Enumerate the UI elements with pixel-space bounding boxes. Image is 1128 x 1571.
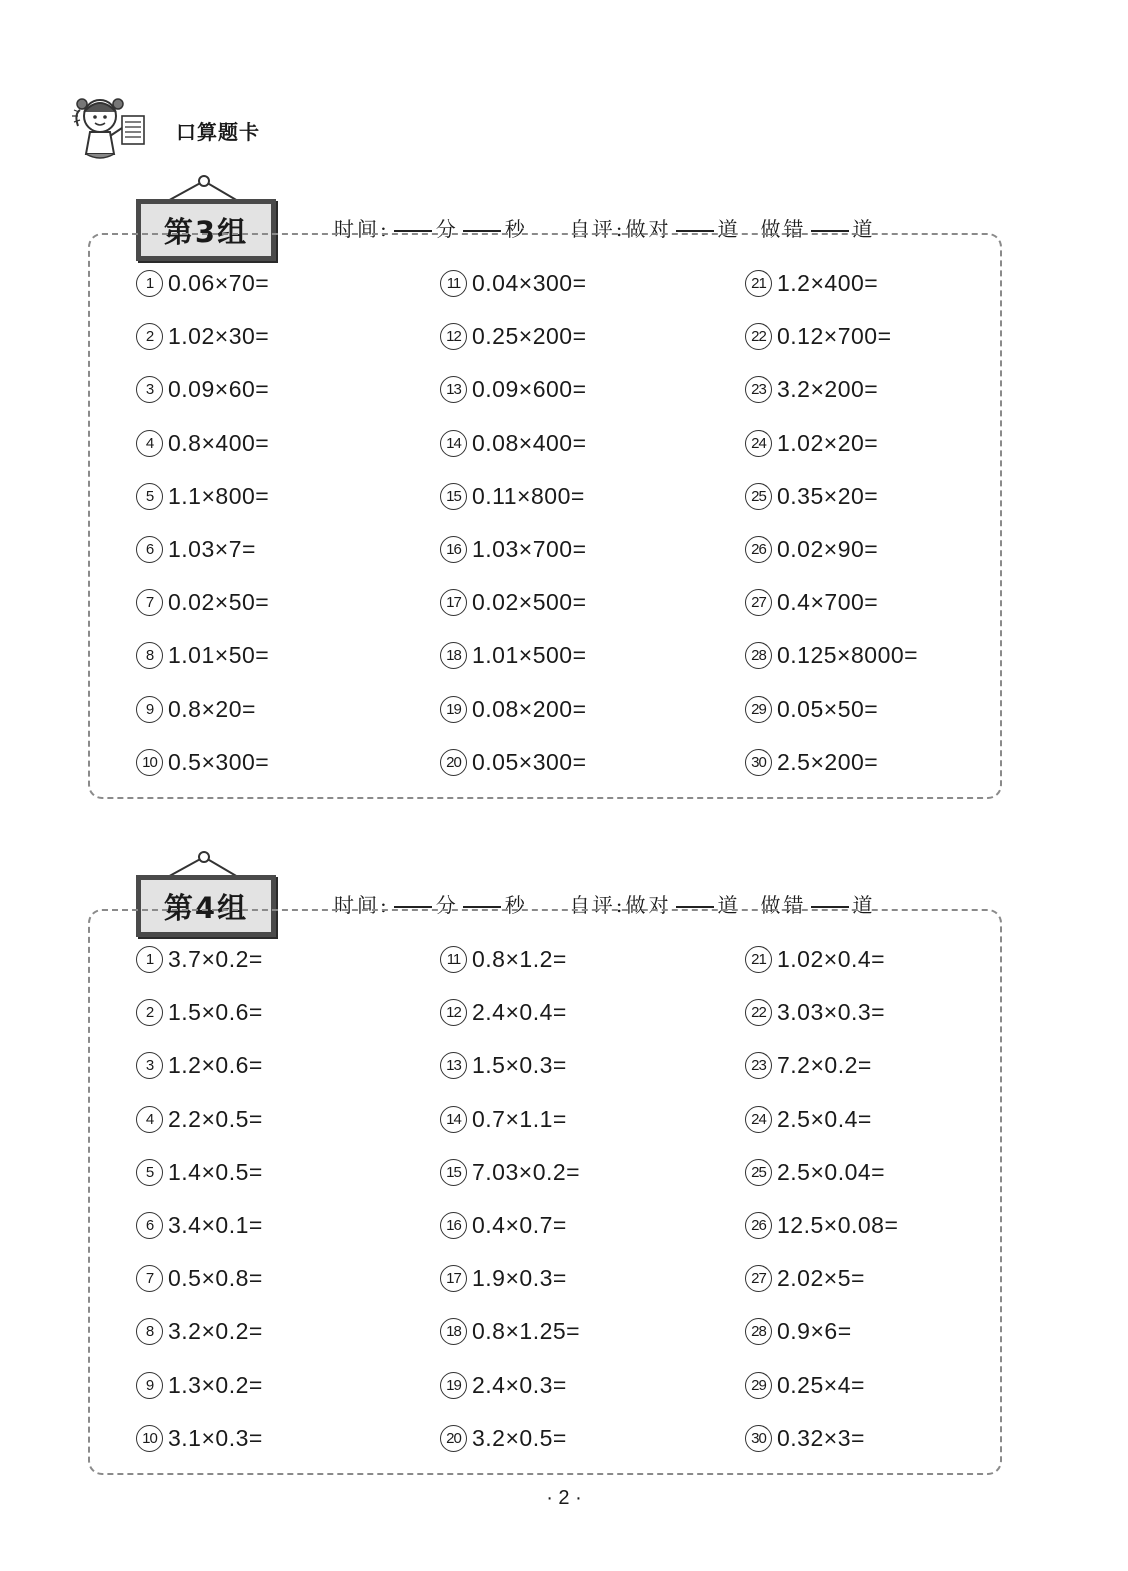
problem-expression: 1.02×30= xyxy=(168,323,270,350)
wrong-label: 做错 xyxy=(760,893,807,917)
problem-expression: 3.03×0.3= xyxy=(777,999,886,1026)
problem-expression: 0.4×700= xyxy=(777,589,879,616)
problem-item xyxy=(136,470,269,523)
problem-number-badge: 23 xyxy=(745,1052,772,1079)
problem-expression: 1.5×0.6= xyxy=(168,999,263,1026)
wrong-unit: 道 xyxy=(852,217,876,241)
problem-number-badge: 16 xyxy=(440,536,467,563)
problem-item xyxy=(136,576,269,629)
minutes-blank xyxy=(394,906,432,908)
problem-item xyxy=(440,1305,580,1358)
problem-expression: 2.5×0.04= xyxy=(777,1158,886,1185)
problem-item xyxy=(136,629,269,682)
problem-number-badge: 21 xyxy=(745,946,772,973)
problem-expression: 0.02×500= xyxy=(472,589,587,616)
problem-number-badge: 14 xyxy=(440,430,467,457)
problem-item xyxy=(440,1412,580,1465)
problem-number-badge: 29 xyxy=(745,696,772,723)
wrong-unit: 道 xyxy=(852,893,876,917)
problem-item xyxy=(745,933,898,986)
problem-item xyxy=(440,736,587,789)
problem-item xyxy=(440,1093,580,1146)
problem-expression: 0.25×200= xyxy=(472,323,587,350)
girl-mascot-icon xyxy=(70,92,150,164)
problem-number-badge: 18 xyxy=(440,642,467,669)
problem-expression: 1.02×0.4= xyxy=(777,946,886,973)
problem-number-badge: 8 xyxy=(136,1318,163,1345)
problem-item xyxy=(745,470,918,523)
problem-number-badge: 3 xyxy=(136,376,163,403)
problems-box xyxy=(88,909,1002,1475)
problem-item xyxy=(440,629,587,682)
problem-item xyxy=(136,683,269,736)
problem-expression: 2.2×0.5= xyxy=(168,1105,263,1132)
problem-expression: 0.09×600= xyxy=(472,376,587,403)
problem-item xyxy=(745,683,918,736)
problem-number-badge: 20 xyxy=(440,749,467,776)
correct-unit: 道 xyxy=(717,217,741,241)
problem-column xyxy=(745,933,898,1465)
problem-expression: 2.4×0.4= xyxy=(472,999,567,1026)
problem-item xyxy=(136,1359,263,1412)
problem-number-badge: 4 xyxy=(136,1106,163,1133)
problem-number-badge: 12 xyxy=(440,999,467,1026)
problem-number-badge: 7 xyxy=(136,1265,163,1292)
problem-number-badge: 30 xyxy=(745,749,772,776)
problem-number-badge: 13 xyxy=(440,1052,467,1079)
problem-item xyxy=(745,629,918,682)
minutes-label: 分 xyxy=(435,893,459,917)
problem-item xyxy=(136,1412,263,1465)
problem-number-badge: 30 xyxy=(745,1425,772,1452)
correct-label: 自评:做对 xyxy=(569,217,672,241)
problem-expression: 7.03×0.2= xyxy=(472,1158,581,1185)
problem-expression: 1.03×700= xyxy=(472,536,587,563)
correct-label: 自评:做对 xyxy=(569,893,672,917)
problem-number-badge: 11 xyxy=(440,946,467,973)
problem-expression: 1.5×0.3= xyxy=(472,1052,567,1079)
problem-number-badge: 26 xyxy=(745,536,772,563)
problem-number-badge: 18 xyxy=(440,1318,467,1345)
problem-column xyxy=(136,933,263,1465)
problem-number-badge: 24 xyxy=(745,1106,772,1133)
problem-number-badge: 12 xyxy=(440,323,467,350)
problem-expression: 0.02×50= xyxy=(168,589,270,616)
problem-item xyxy=(745,1199,898,1252)
problem-number-badge: 21 xyxy=(745,270,772,297)
problem-item xyxy=(136,363,269,416)
problem-item xyxy=(136,417,269,470)
problem-expression: 0.8×1.2= xyxy=(472,946,567,973)
problem-number-badge: 20 xyxy=(440,1425,467,1452)
group-title: 第4组 xyxy=(163,890,249,925)
problem-item xyxy=(136,1039,263,1092)
problem-item xyxy=(440,1359,580,1412)
problem-number-badge: 14 xyxy=(440,1106,467,1133)
problem-item xyxy=(745,310,918,363)
problem-item xyxy=(136,1252,263,1305)
problem-expression: 2.4×0.3= xyxy=(472,1371,567,1398)
problem-item xyxy=(136,257,269,310)
problem-expression: 1.02×20= xyxy=(777,429,879,456)
problem-number-badge: 7 xyxy=(136,589,163,616)
problem-item xyxy=(440,417,587,470)
problem-number-badge: 19 xyxy=(440,1372,467,1399)
problem-expression: 7.2×0.2= xyxy=(777,1052,872,1079)
problem-number-badge: 26 xyxy=(745,1212,772,1239)
problem-item xyxy=(136,986,263,1039)
header-title: 口算题卡 xyxy=(176,120,260,144)
problem-expression: 0.32×3= xyxy=(777,1424,865,1451)
problem-number-badge: 8 xyxy=(136,642,163,669)
problem-expression: 0.06×70= xyxy=(168,270,270,297)
problem-column xyxy=(745,257,918,789)
problem-expression: 2.02×5= xyxy=(777,1265,865,1292)
time-label: 时间: xyxy=(334,217,390,241)
problem-item xyxy=(440,986,580,1039)
problem-expression: 0.25×4= xyxy=(777,1371,865,1398)
problem-number-badge: 13 xyxy=(440,376,467,403)
problem-expression: 2.5×200= xyxy=(777,748,879,775)
problem-number-badge: 17 xyxy=(440,1265,467,1292)
problem-expression: 0.05×50= xyxy=(777,695,879,722)
problem-item xyxy=(440,1252,580,1305)
seconds-blank xyxy=(463,906,501,908)
problem-item xyxy=(745,986,898,1039)
problem-expression: 0.12×700= xyxy=(777,323,892,350)
problems-box xyxy=(88,233,1002,799)
minutes-label: 分 xyxy=(435,217,459,241)
problem-item xyxy=(745,417,918,470)
problem-number-badge: 28 xyxy=(745,1318,772,1345)
wrong-blank xyxy=(811,906,849,908)
seconds-blank xyxy=(463,230,501,232)
problem-expression: 3.2×0.5= xyxy=(472,1424,567,1451)
problem-item xyxy=(745,576,918,629)
problem-expression: 3.1×0.3= xyxy=(168,1424,263,1451)
problem-item xyxy=(745,257,918,310)
problem-expression: 0.5×300= xyxy=(168,748,270,775)
problem-number-badge: 11 xyxy=(440,270,467,297)
problem-number-badge: 29 xyxy=(745,1372,772,1399)
problem-expression: 2.5×0.4= xyxy=(777,1105,872,1132)
problem-item xyxy=(440,310,587,363)
problem-expression: 0.125×8000= xyxy=(777,642,919,669)
problem-item xyxy=(136,1146,263,1199)
problem-expression: 0.9×6= xyxy=(777,1318,852,1345)
problem-item xyxy=(136,933,263,986)
correct-blank xyxy=(676,230,714,232)
problem-expression: 0.7×1.1= xyxy=(472,1105,567,1132)
seconds-label: 秒 xyxy=(504,893,528,917)
page-number: · 2 · xyxy=(546,1487,582,1509)
problem-number-badge: 1 xyxy=(136,270,163,297)
problem-number-badge: 22 xyxy=(745,999,772,1026)
problem-item xyxy=(440,576,587,629)
problem-expression: 0.35×20= xyxy=(777,482,879,509)
problem-item xyxy=(745,523,918,576)
time-label: 时间: xyxy=(334,893,390,917)
problem-number-badge: 4 xyxy=(136,430,163,457)
problem-item xyxy=(440,1146,580,1199)
problem-expression: 0.4×0.7= xyxy=(472,1212,567,1239)
problem-item xyxy=(440,257,587,310)
problem-number-badge: 1 xyxy=(136,946,163,973)
problem-number-badge: 2 xyxy=(136,323,163,350)
problem-item xyxy=(440,683,587,736)
page-header xyxy=(70,92,370,164)
problem-number-badge: 10 xyxy=(136,749,163,776)
problem-number-badge: 6 xyxy=(136,1212,163,1239)
problem-number-badge: 9 xyxy=(136,1372,163,1399)
problem-item xyxy=(136,1093,263,1146)
correct-unit: 道 xyxy=(717,893,741,917)
problem-number-badge: 3 xyxy=(136,1052,163,1079)
problem-expression: 1.01×50= xyxy=(168,642,270,669)
problem-number-badge: 16 xyxy=(440,1212,467,1239)
problem-item xyxy=(440,523,587,576)
problem-column xyxy=(440,257,587,789)
problem-item xyxy=(745,1146,898,1199)
problem-expression: 1.4×0.5= xyxy=(168,1158,263,1185)
minutes-blank xyxy=(394,230,432,232)
problem-expression: 0.08×200= xyxy=(472,695,587,722)
problem-expression: 3.2×200= xyxy=(777,376,879,403)
problem-expression: 0.09×60= xyxy=(168,376,270,403)
problem-expression: 0.8×20= xyxy=(168,695,256,722)
problem-expression: 12.5×0.08= xyxy=(777,1212,899,1239)
correct-blank xyxy=(676,906,714,908)
problem-number-badge: 5 xyxy=(136,1159,163,1186)
problem-item xyxy=(745,1252,898,1305)
problem-number-badge: 2 xyxy=(136,999,163,1026)
problem-column xyxy=(440,933,580,1465)
seconds-label: 秒 xyxy=(504,217,528,241)
problem-number-badge: 5 xyxy=(136,483,163,510)
problem-expression: 0.02×90= xyxy=(777,536,879,563)
problem-expression: 0.04×300= xyxy=(472,270,587,297)
group-title: 第3组 xyxy=(163,214,249,249)
problem-number-badge: 23 xyxy=(745,376,772,403)
problem-item xyxy=(745,1359,898,1412)
problem-number-badge: 19 xyxy=(440,696,467,723)
problem-expression: 0.8×400= xyxy=(168,429,270,456)
wrong-label: 做错 xyxy=(760,217,807,241)
problem-item xyxy=(136,736,269,789)
problem-item xyxy=(136,310,269,363)
problem-item xyxy=(136,1199,263,1252)
problem-number-badge: 15 xyxy=(440,483,467,510)
problem-item xyxy=(136,1305,263,1358)
problem-number-badge: 27 xyxy=(745,589,772,616)
problem-expression: 3.7×0.2= xyxy=(168,946,263,973)
problem-number-badge: 24 xyxy=(745,430,772,457)
problem-expression: 1.9×0.3= xyxy=(472,1265,567,1292)
problem-expression: 0.5×0.8= xyxy=(168,1265,263,1292)
problem-item xyxy=(440,470,587,523)
problem-column xyxy=(136,257,269,789)
problem-item xyxy=(440,933,580,986)
problem-number-badge: 25 xyxy=(745,1159,772,1186)
problem-number-badge: 25 xyxy=(745,483,772,510)
problem-expression: 1.01×500= xyxy=(472,642,587,669)
problem-item xyxy=(440,363,587,416)
problem-expression: 1.2×400= xyxy=(777,270,879,297)
problem-expression: 1.1×800= xyxy=(168,482,270,509)
problem-expression: 3.2×0.2= xyxy=(168,1318,263,1345)
problem-expression: 3.4×0.1= xyxy=(168,1212,263,1239)
problem-number-badge: 10 xyxy=(136,1425,163,1452)
problem-number-badge: 15 xyxy=(440,1159,467,1186)
problem-item xyxy=(745,1412,898,1465)
wrong-blank xyxy=(811,230,849,232)
problem-expression: 1.2×0.6= xyxy=(168,1052,263,1079)
problem-item xyxy=(745,1093,898,1146)
problem-expression: 0.8×1.25= xyxy=(472,1318,581,1345)
problem-item xyxy=(745,1305,898,1358)
problem-expression: 0.08×400= xyxy=(472,429,587,456)
problem-number-badge: 27 xyxy=(745,1265,772,1292)
problem-number-badge: 22 xyxy=(745,323,772,350)
problem-item xyxy=(745,363,918,416)
problem-expression: 0.11×800= xyxy=(472,482,585,509)
problem-expression: 1.3×0.2= xyxy=(168,1371,263,1398)
problem-number-badge: 9 xyxy=(136,696,163,723)
problem-number-badge: 28 xyxy=(745,642,772,669)
problem-item xyxy=(440,1039,580,1092)
problem-item xyxy=(745,1039,898,1092)
problem-item xyxy=(136,523,269,576)
problem-expression: 1.03×7= xyxy=(168,536,256,563)
problem-item xyxy=(440,1199,580,1252)
problem-number-badge: 17 xyxy=(440,589,467,616)
problem-expression: 0.05×300= xyxy=(472,748,587,775)
problem-number-badge: 6 xyxy=(136,536,163,563)
problem-item xyxy=(745,736,918,789)
